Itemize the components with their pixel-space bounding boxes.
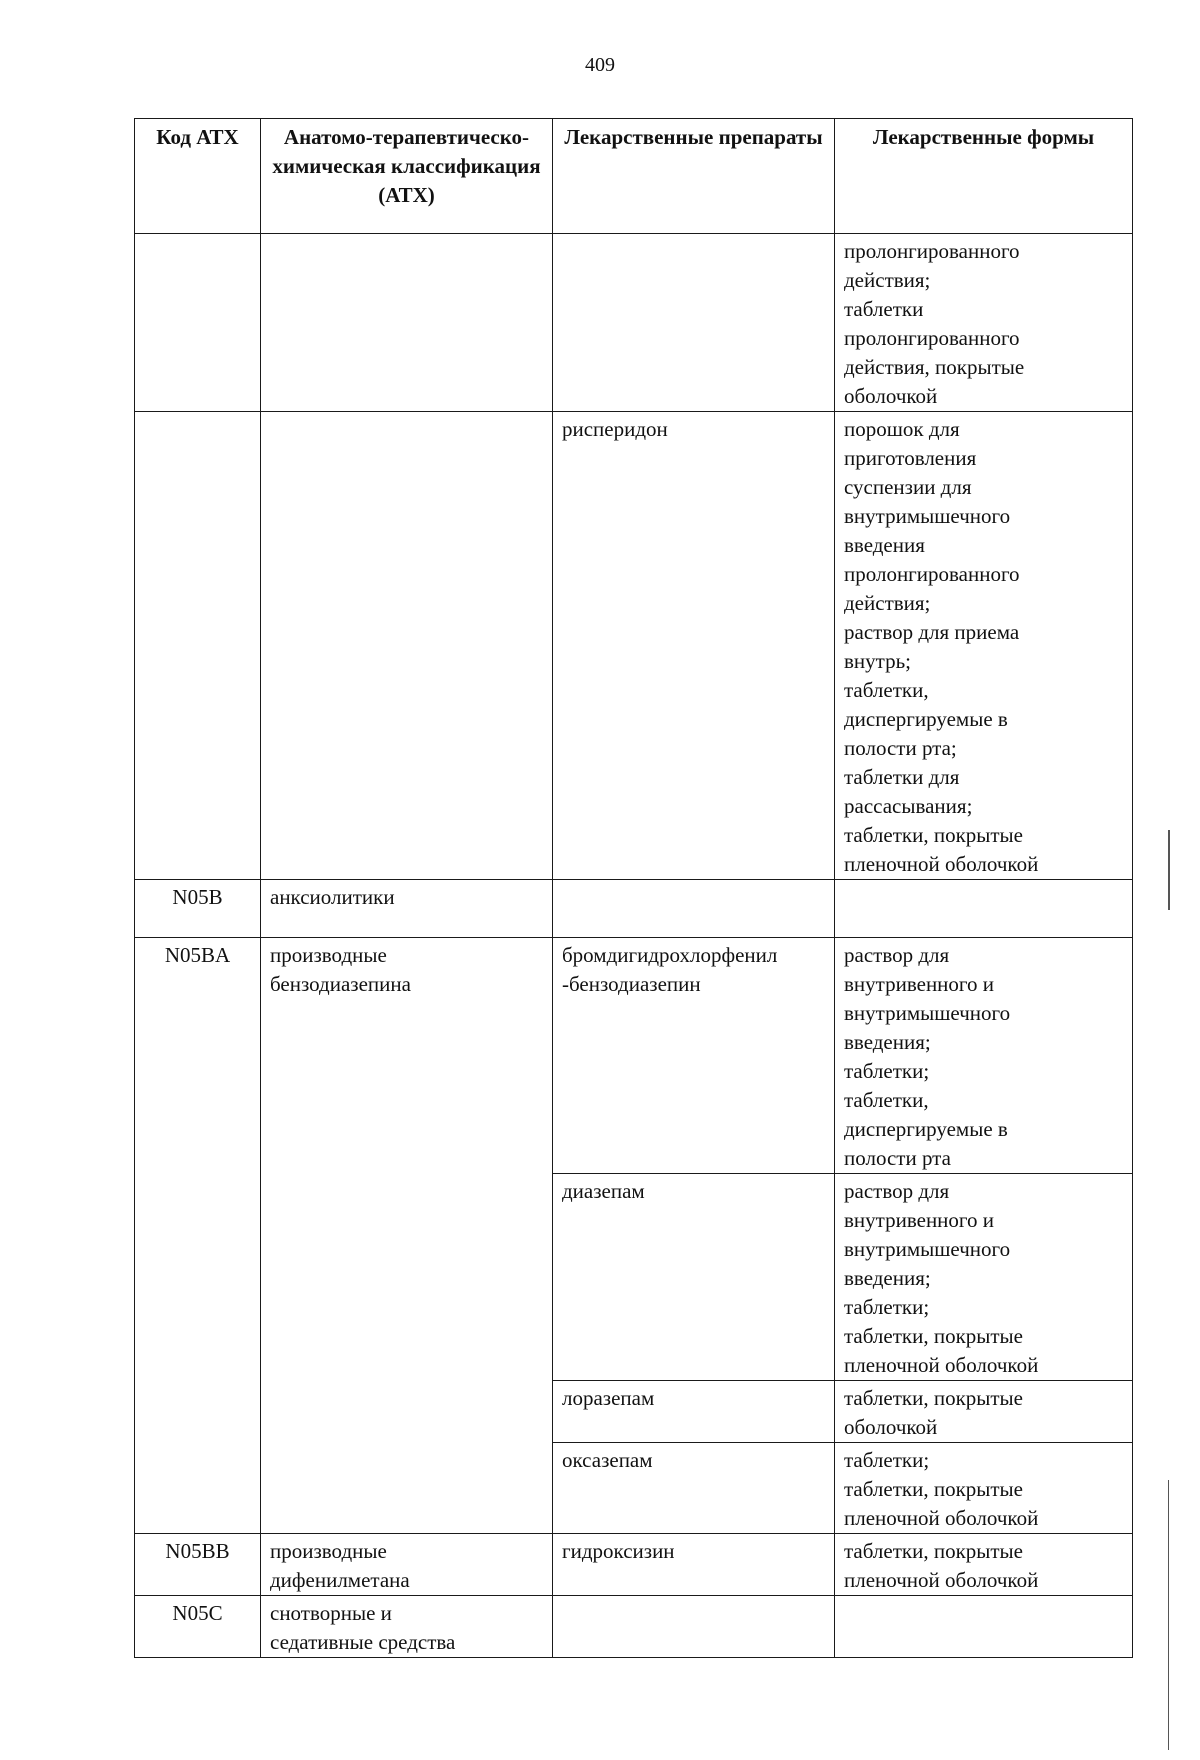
- header-drugs: Лекарственные препараты: [553, 119, 835, 234]
- cell-forms: раствор для внутривенного и внутримышечного введения; таблетки; таблетки, покрытые пленочной оболочкой: [835, 1174, 1133, 1381]
- cell-code: N05BA: [135, 938, 261, 1534]
- cell-classification: анксиолитики: [261, 880, 553, 938]
- page-number: 409: [585, 54, 615, 76]
- cell-drug: оксазепам: [553, 1443, 835, 1534]
- cell-drug: рисперидон: [553, 412, 835, 880]
- table-row: [135, 880, 1133, 938]
- cell-classification: [261, 234, 553, 412]
- cell-classification: снотворные и седативные средства: [261, 1596, 553, 1658]
- cell-forms: таблетки; таблетки, покрытые пленочной оболочкой: [835, 1443, 1133, 1534]
- cell-forms: [835, 1596, 1133, 1658]
- table-row: [135, 1596, 1133, 1658]
- table-row: [135, 234, 1133, 412]
- cell-forms: раствор для внутривенного и внутримышечного введения; таблетки; таблетки, диспергируемые в полости рта: [835, 938, 1133, 1174]
- table-row: [135, 412, 1133, 880]
- table-header-row: [135, 119, 1133, 234]
- cell-drug: [553, 234, 835, 412]
- cell-forms: таблетки, покрытые пленочной оболочкой: [835, 1534, 1133, 1596]
- header-classification: Анатомо-терапевтическо-химическая классификация (АТХ): [261, 119, 553, 234]
- cell-drug: [553, 880, 835, 938]
- cell-code: [135, 234, 261, 412]
- cell-classification: [261, 412, 553, 880]
- header-code: Код АТХ: [135, 119, 261, 234]
- scan-edge-mark: [1168, 1480, 1169, 1750]
- cell-drug: бромдигидрохлорфенил -бензодиазепин: [553, 938, 835, 1174]
- cell-drug: диазепам: [553, 1174, 835, 1381]
- cell-forms: [835, 880, 1133, 938]
- cell-forms: порошок для приготовления суспензии для внутримышечного введения пролонгированного действия; раствор для приема внутрь; таблетки, диспергируемые в полости рта; таблетки для рассасывания; таблетки, покрытые пленочной оболочкой: [835, 412, 1133, 880]
- atx-drug-table: [134, 118, 1133, 1658]
- scan-edge-mark: [1168, 830, 1170, 910]
- cell-code: N05BB: [135, 1534, 261, 1596]
- cell-classification: производные дифенилметана: [261, 1534, 553, 1596]
- cell-code: [135, 412, 261, 880]
- cell-code: N05B: [135, 880, 261, 938]
- table-row: [135, 938, 1133, 1174]
- cell-forms: пролонгированного действия; таблетки пролонгированного действия, покрытые оболочкой: [835, 234, 1133, 412]
- cell-drug: лоразепам: [553, 1381, 835, 1443]
- header-forms: Лекарственные формы: [835, 119, 1133, 234]
- cell-code: N05C: [135, 1596, 261, 1658]
- cell-classification: производные бензодиазепина: [261, 938, 553, 1534]
- cell-forms: таблетки, покрытые оболочкой: [835, 1381, 1133, 1443]
- table-row: [135, 1534, 1133, 1596]
- cell-drug: [553, 1596, 835, 1658]
- cell-drug: гидроксизин: [553, 1534, 835, 1596]
